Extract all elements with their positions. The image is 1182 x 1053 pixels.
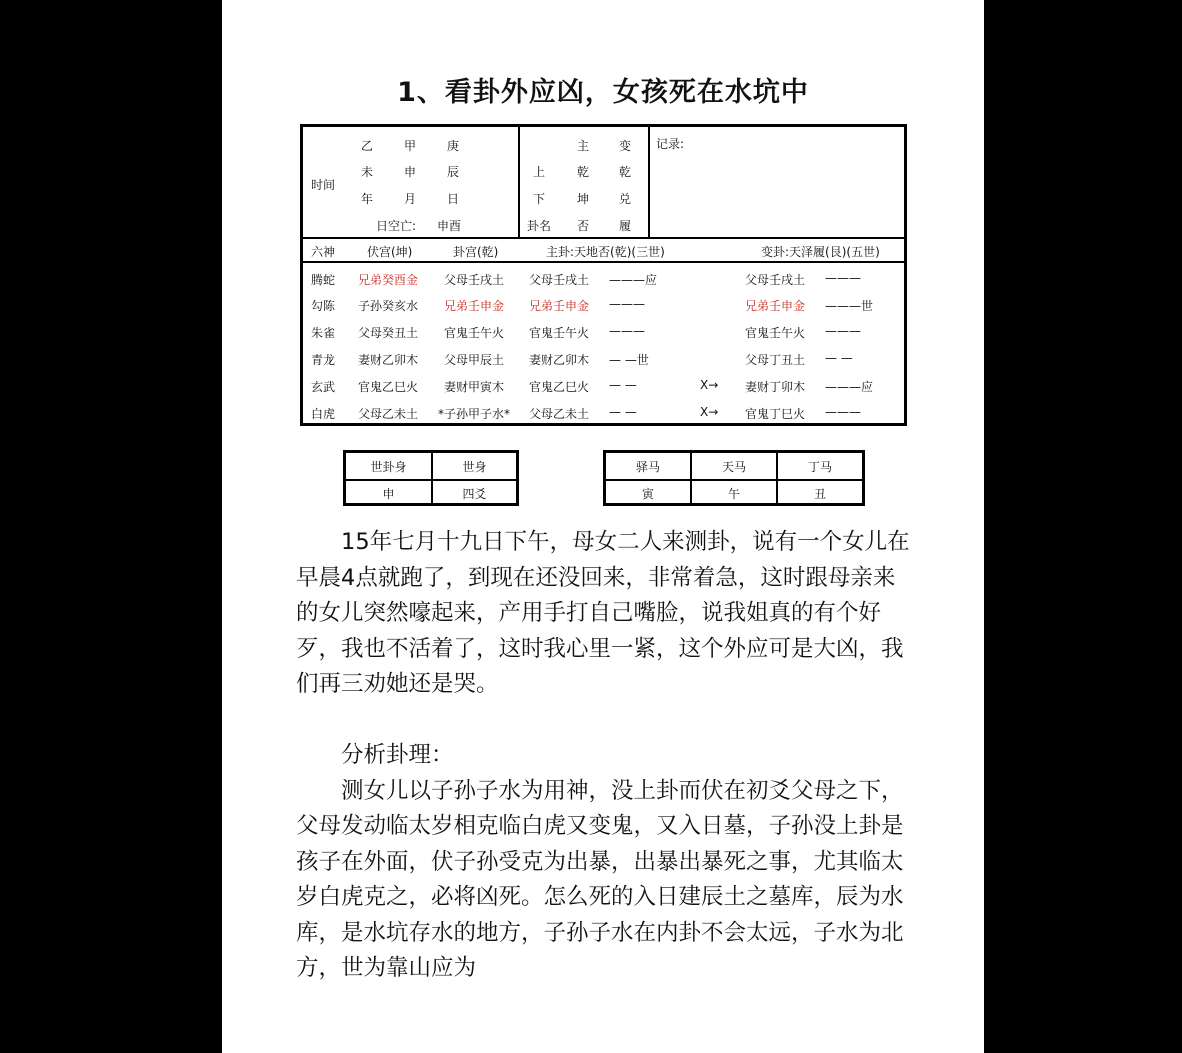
- paragraph-analysis: 测女儿以子孙子水为用神，没上卦而伏在初爻父母之下，父母发动临太岁相克临白虎又变鬼，又入日墓，子孙没上卦是孩子在外面，伏子孙受克为出暴，出暴出暴死之事，尤其临太岁白虎克之，必将凶死。怎么死的入日建辰土之墓库，辰为水库，是水坑存水的地方，子孙子水在内卦不会太远，子水为北方，世为靠山应为: [296, 777, 904, 981]
- row-gong: 父母壬戌土: [444, 273, 505, 287]
- gua-name-main: 否: [577, 219, 590, 233]
- row-fu: 子孙癸亥水: [358, 299, 419, 313]
- row-gong: *子孙甲子水*: [438, 407, 511, 421]
- row-main: 父母壬戌土: [529, 273, 590, 287]
- gua-name-change: 履: [619, 219, 632, 233]
- gua-lower-label: 下: [533, 192, 546, 206]
- box2-h1: 驿马: [635, 460, 660, 474]
- gua-upper-change: 乾: [619, 165, 632, 179]
- row-chgyao: ———: [825, 324, 861, 338]
- box2-v1: 寅: [641, 487, 654, 501]
- row-fu: 官鬼乙巳火: [358, 380, 419, 394]
- row-yao: ———应: [609, 273, 658, 287]
- row-gong: 兄弟壬申金: [444, 299, 505, 313]
- paragraph-story: 15年七月十九日下午，母女二人来测卦，说有一个女儿在早晨4点就跑了，到现在还没回来，非常着急，这时跟母亲来的女儿突然嚎起来，产用手打自己嘴脸，说我姐真的有个好歹，我也不活着了，这时我心里一紧，这个外应可是大凶，我们再三劝她还是哭。: [296, 529, 910, 697]
- divider: [518, 127, 520, 237]
- divider: [303, 237, 904, 239]
- row-main: 官鬼壬午火: [529, 326, 590, 340]
- divider: [346, 479, 516, 481]
- row-move: X→: [700, 405, 719, 419]
- row-shen: 白虎: [311, 407, 336, 421]
- horse-box: [603, 450, 865, 506]
- row-main: 妻财乙卯木: [529, 353, 590, 367]
- hexagram-chart: [300, 124, 907, 426]
- row-gong: 父母甲辰土: [444, 353, 505, 367]
- row-chgyao: ———: [825, 405, 861, 419]
- row-gong: 官鬼壬午火: [444, 326, 505, 340]
- blank-line: [296, 703, 916, 739]
- gua-upper-main: 乾: [577, 165, 590, 179]
- time-unit-day: 日: [447, 192, 460, 206]
- row-shen: 青龙: [311, 353, 336, 367]
- box2-h3: 丁马: [807, 460, 832, 474]
- row-yao: — —: [609, 405, 637, 419]
- row-fu: 父母癸丑土: [358, 326, 419, 340]
- kongwang-label: 日空亡:: [376, 219, 417, 233]
- row-chg: 妻财丁卯木: [745, 380, 806, 394]
- row-chgyao: — —: [825, 351, 853, 365]
- box2-v2: 午: [727, 487, 740, 501]
- box2-h2: 天马: [721, 460, 746, 474]
- row-shen: 玄武: [311, 380, 336, 394]
- time-stem-day: 庚: [447, 139, 460, 153]
- row-fu: 妻财乙卯木: [358, 353, 419, 367]
- time-unit-year: 年: [361, 192, 374, 206]
- divider: [606, 479, 862, 481]
- page-title: 1、看卦外应凶，女孩死在水坑中: [397, 77, 809, 108]
- time-branch-month: 申: [404, 165, 417, 179]
- row-fu: 兄弟癸酉金: [358, 273, 419, 287]
- row-chg: 父母壬戌土: [745, 273, 806, 287]
- header-main: 主卦:天地否(乾)(三世): [546, 245, 665, 259]
- gua-name-label: 卦名: [527, 219, 552, 233]
- document-page: [222, 0, 984, 1053]
- row-chgyao: ———: [825, 271, 861, 285]
- box2-v3: 丑: [813, 487, 826, 501]
- row-chg: 官鬼丁巳火: [745, 407, 806, 421]
- row-move: X→: [700, 378, 719, 392]
- row-yao: ———: [609, 324, 645, 338]
- row-fu: 父母乙未土: [358, 407, 419, 421]
- row-main: 兄弟壬申金: [529, 299, 590, 313]
- gua-lower-main: 坤: [577, 192, 590, 206]
- row-shen: 勾陈: [311, 299, 336, 313]
- time-unit-month: 月: [404, 192, 417, 206]
- header-liushen: 六神: [311, 245, 336, 259]
- header-fugong: 伏宫(坤): [367, 245, 413, 259]
- box1-h2: 世身: [462, 460, 487, 474]
- row-shen: 朱雀: [311, 326, 336, 340]
- time-branch-year: 未: [361, 165, 374, 179]
- box1-v2: 四爻: [462, 487, 487, 501]
- row-yao: ———: [609, 297, 645, 311]
- time-branch-day: 辰: [447, 165, 460, 179]
- body-text: [296, 525, 916, 987]
- gua-col-main: 主: [577, 139, 590, 153]
- row-yao: — —: [609, 378, 637, 392]
- row-main: 官鬼乙巳火: [529, 380, 590, 394]
- divider: [648, 127, 650, 237]
- time-label: 时间: [311, 178, 336, 192]
- kongwang-value: 申酉: [437, 219, 462, 233]
- header-guagong: 卦宫(乾): [453, 245, 499, 259]
- box1-v1: 申: [382, 487, 395, 501]
- row-chgyao: ———应: [825, 380, 874, 394]
- row-chg: 兄弟壬申金: [745, 299, 806, 313]
- gua-col-change: 变: [619, 139, 632, 153]
- record-label: 记录:: [656, 137, 685, 151]
- row-gong: 妻财甲寅木: [444, 380, 505, 394]
- paragraph-heading: 分析卦理：: [341, 742, 454, 768]
- row-chgyao: ———世: [825, 299, 874, 313]
- time-stem-year: 乙: [361, 139, 374, 153]
- gua-upper-label: 上: [533, 165, 546, 179]
- box1-h1: 世卦身: [370, 460, 407, 474]
- row-chg: 父母丁丑土: [745, 353, 806, 367]
- shi-body-box: [343, 450, 519, 506]
- time-stem-month: 甲: [404, 139, 417, 153]
- gua-lower-change: 兑: [619, 192, 632, 206]
- row-chg: 官鬼壬午火: [745, 326, 806, 340]
- row-yao: — —世: [609, 353, 649, 367]
- row-main: 父母乙未土: [529, 407, 590, 421]
- divider: [303, 261, 904, 263]
- header-change: 变卦:天泽履(艮)(五世): [761, 245, 880, 259]
- row-shen: 腾蛇: [311, 273, 336, 287]
